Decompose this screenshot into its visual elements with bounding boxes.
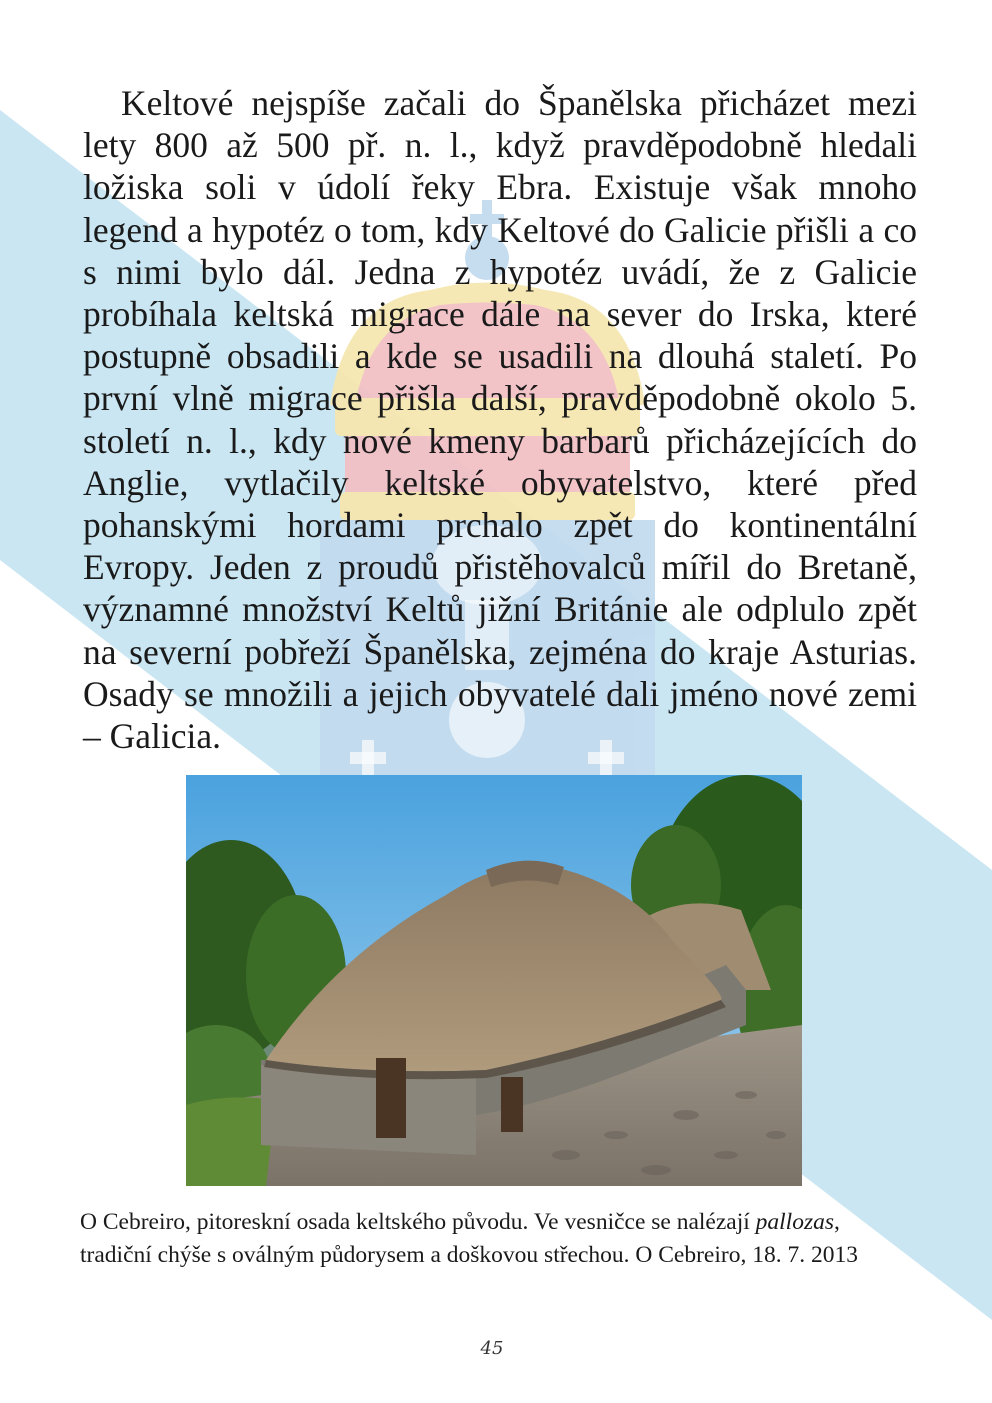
caption-italic-term: pallozas bbox=[755, 1209, 835, 1235]
caption-text-2: , tradiční chýše s oválným půdorysem a doškovou střechou. O Cebreiro, 18. 7. 2013 bbox=[80, 1209, 858, 1268]
page-number: 45 bbox=[480, 1338, 504, 1359]
palloza-illustration bbox=[186, 775, 802, 1186]
photo-caption bbox=[80, 1206, 880, 1272]
main-paragraph: Keltové nejspíše začali do Španělska přicházet mezi lety 800 až 500 př. n. l., když pravděpodobně hledali ložiska soli v údolí řeky Ebra. Existuje však mnoho legend a hypotéz o tom, kdy Keltové do Galicie přišli a co s nimi bylo dál. Jedna z hypotéz uvádí, že z Galicie probíhala keltská migrace dále na sever do Irska, které postupně obsadili a kde se usadili na dlouhá staletí. Po první vlně migrace přišla další, pravděpodobně okolo 5. století n. l., kdy nové kmeny barbarů přicházejících do Anglie, vytlačily keltské obyvatelstvo, které před pohanskými hordami prchalo zpět do kontinentální Evropy. Jeden z proudů přistěhovalců mířil do Bretaně, významné množství Keltů jižní Británie ale odplulo zpět na severní pobřeží Španělska, zejména do kraje Asturias. Osady se množili a jejich obyvatelé dali jméno nové zemi – Galicia. bbox=[83, 83, 917, 757]
photo-palloza bbox=[186, 775, 802, 1186]
caption-text-1: O Cebreiro, pitoreskní osada keltského původu. Ve vesničce se nalézají bbox=[80, 1209, 756, 1235]
